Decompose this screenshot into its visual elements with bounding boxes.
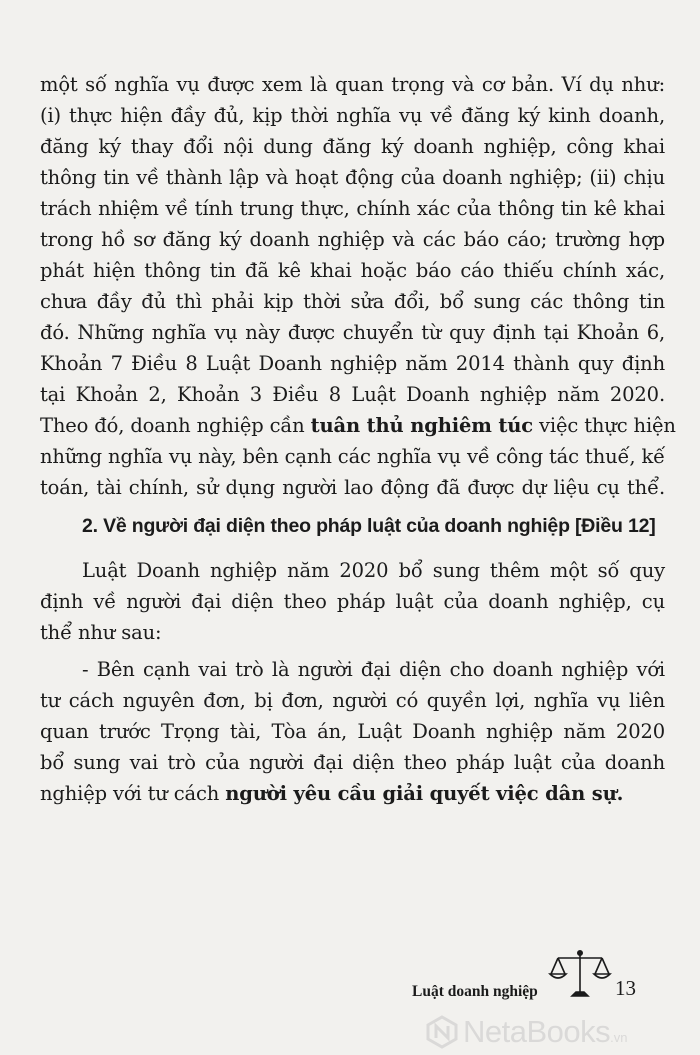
watermark-brand: NetaBooks	[463, 1014, 611, 1049]
paragraph-line: toán, tài chính, sử dụng người lao động đã được dự liệu cụ thể.	[40, 476, 665, 499]
paragraph-line: Khoản 7 Điều 8 Luật Doanh nghiệp năm 2014 thành quy định	[40, 352, 665, 375]
paragraph-line: phát hiện thông tin đã kê khai hoặc báo cáo thiếu chính xác,	[40, 259, 665, 282]
watermark-suffix: .vn	[610, 1029, 628, 1045]
paragraph-line: Luật Doanh nghiệp năm 2020 bổ sung thêm một số quy	[82, 559, 665, 582]
paragraph-line: thông tin về thành lập và hoạt động của doanh nghiệp; (ii) chịu	[40, 166, 665, 189]
paragraph-line: bổ sung vai trò của người đại diện theo pháp luật của doanh	[40, 751, 665, 774]
paragraph-line: - Bên cạnh vai trò là người đại diện cho doanh nghiệp với	[82, 658, 665, 681]
paragraph-line-emphasis	[40, 779, 665, 809]
paragraph-line: một số nghĩa vụ được xem là quan trọng và cơ bản. Ví dụ như:	[40, 73, 665, 96]
paragraph-line-emphasis	[40, 411, 676, 441]
paragraph-line: trong hồ sơ đăng ký doanh nghiệp và các báo cáo; trường hợp	[40, 228, 665, 251]
paragraph-line: đó. Những nghĩa vụ này được chuyển từ quy định tại Khoản 6,	[40, 321, 665, 344]
scales-of-justice-icon	[548, 948, 612, 1000]
paragraph-line: đăng ký thay đổi nội dung đăng ký doanh nghiệp, công khai	[40, 135, 665, 158]
text-run: Theo đó, doanh nghiệp cần	[40, 414, 311, 437]
paragraph-line: những nghĩa vụ này, bên cạnh các nghĩa vụ về công tác thuế, kế	[40, 445, 665, 468]
text-run: việc thực hiện	[533, 414, 676, 437]
text-run: nghiệp với tư cách	[40, 782, 226, 805]
bold-phrase: tuân thủ nghiêm túc	[310, 414, 533, 437]
bold-phrase: người yêu cầu giải quyết việc dân sự.	[225, 782, 624, 805]
netabooks-watermark	[425, 1012, 700, 1052]
paragraph-line: thể như sau:	[40, 621, 162, 644]
section-heading: 2. Về người đại diện theo pháp luật của doanh nghiệp [Điều 12]	[82, 515, 656, 537]
netabooks-logo-icon	[425, 1015, 459, 1049]
paragraph-line: tư cách nguyên đơn, bị đơn, người có quyền lợi, nghĩa vụ liên	[40, 689, 665, 712]
paragraph-line: chưa đầy đủ thì phải kịp thời sửa đổi, bổ sung các thông tin	[40, 290, 665, 313]
running-footer-title: Luật doanh nghiệp	[412, 983, 538, 1000]
page-number: 13	[615, 976, 636, 1000]
paragraph-line: định về người đại diện theo pháp luật của doanh nghiệp, cụ	[40, 590, 665, 613]
paragraph-line: tại Khoản 2, Khoản 3 Điều 8 Luật Doanh nghiệp năm 2020.	[40, 383, 665, 406]
paragraph-line: quan trước Trọng tài, Tòa án, Luật Doanh nghiệp năm 2020	[40, 720, 665, 743]
paragraph-line: trách nhiệm về tính trung thực, chính xác của thông tin kê khai	[40, 197, 665, 220]
paragraph-line: (i) thực hiện đầy đủ, kịp thời nghĩa vụ về đăng ký kinh doanh,	[40, 104, 665, 127]
